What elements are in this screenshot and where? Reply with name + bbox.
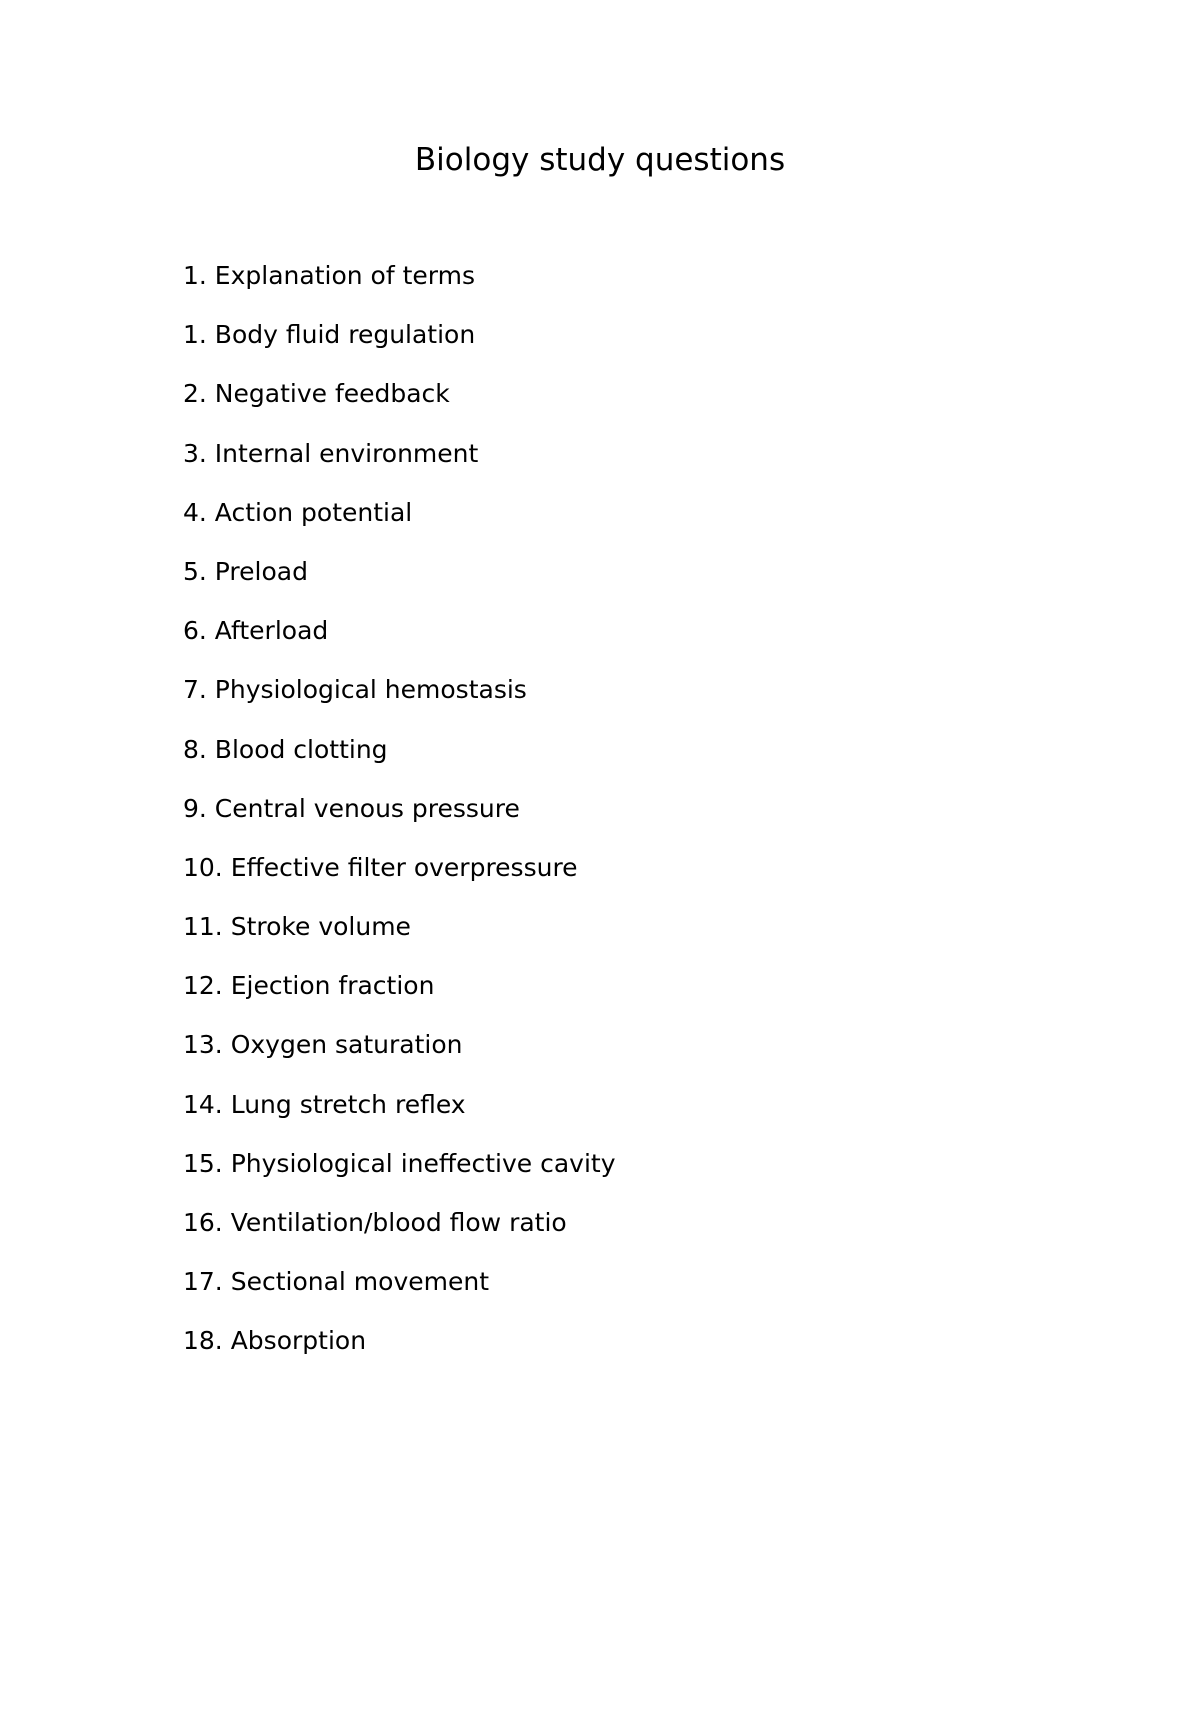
list-item: 8. Blood clotting — [183, 734, 388, 764]
list-item: 1. Body fluid regulation — [183, 320, 476, 350]
list-item: 17. Sectional movement — [183, 1267, 490, 1297]
list-item: 4. Action potential — [183, 497, 413, 527]
list-item: 2. Negative feedback — [183, 379, 450, 409]
list-item: 3. Internal environment — [183, 438, 479, 468]
list-item: 13. Oxygen saturation — [183, 1030, 463, 1060]
list-item: 1. Explanation of terms — [183, 261, 475, 290]
list-item: 18. Absorption — [183, 1326, 367, 1356]
question-list — [183, 260, 616, 1385]
list-item: 15. Physiological ineffective cavity — [183, 1148, 616, 1178]
list-item: 5. Preload — [183, 556, 308, 586]
list-item: 12. Ejection fraction — [183, 971, 435, 1001]
list-item: 6. Afterload — [183, 616, 329, 646]
list-item: 14. Lung stretch reflex — [183, 1089, 466, 1119]
list-item: 9. Central venous pressure — [183, 793, 520, 823]
list-item: 10. Effective filter overpressure — [183, 852, 578, 882]
list-item: 11. Stroke volume — [183, 912, 411, 942]
document-title: Biology study questions — [414, 142, 786, 178]
list-item: 7. Physiological hemostasis — [183, 675, 527, 705]
list-item: 16. Ventilation/blood flow ratio — [183, 1208, 567, 1237]
